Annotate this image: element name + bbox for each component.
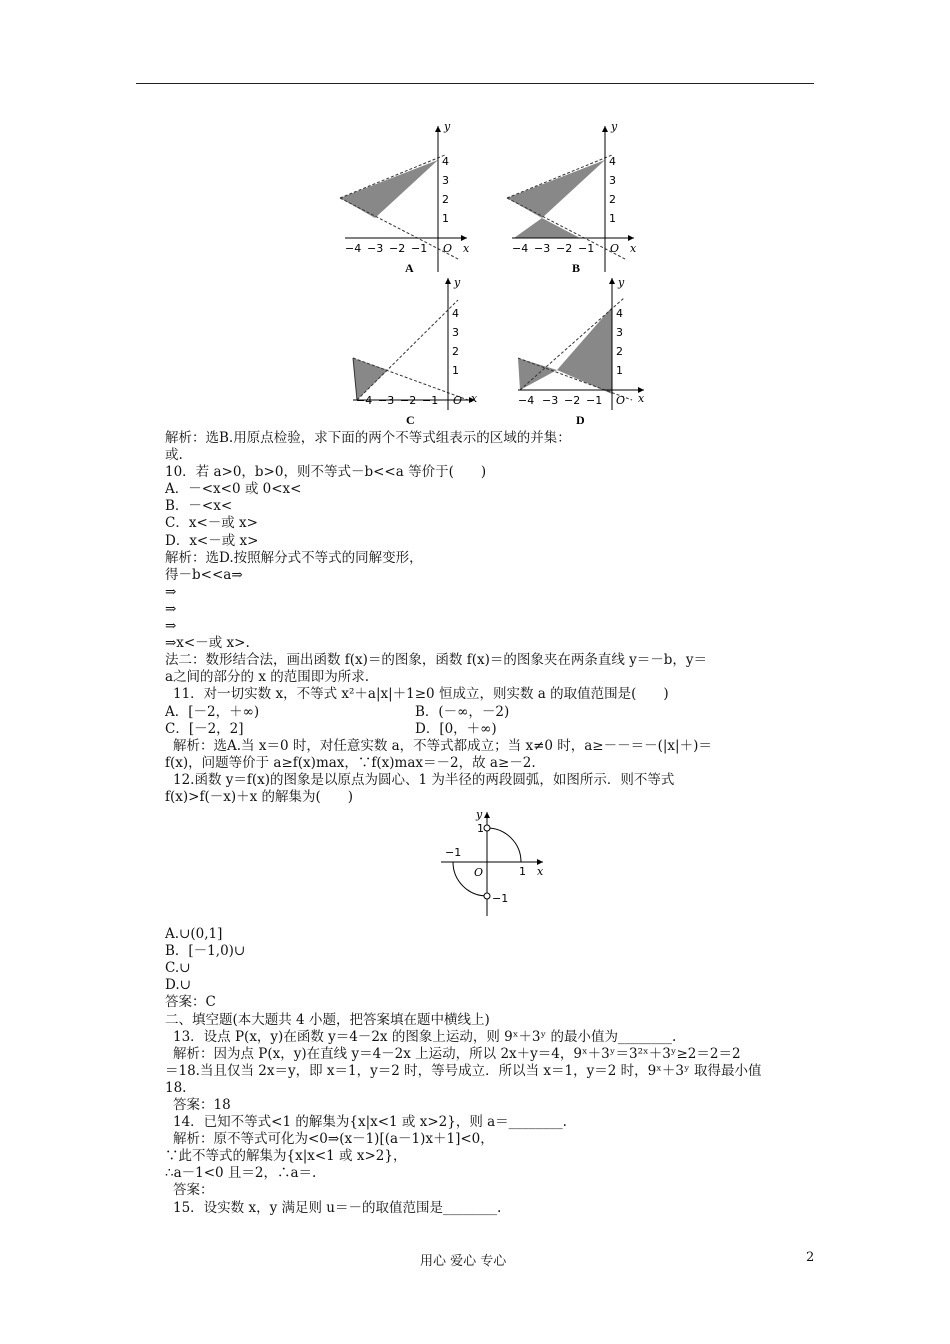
text-line: 13．设点 P(x，y)在函数 y＝4－2x 的图象上运动，则 9ˣ＋3ʸ 的最小值为________. [173,1028,677,1045]
text-line: 解析：选A.当 x＝0 时，对任意实数 a，不等式都成立；当 x≠0 时，a≥－－＝－(|x|＋)＝ [173,737,712,754]
text-line: 10．若 a>0，b>0，则不等式－b<<a 等价于( ) [165,464,487,481]
page-number: 2 [806,1250,815,1265]
x-tick: −4 [518,394,535,407]
text-line: B．[－1,0)∪ [165,943,246,960]
x-axis-label: x [471,392,478,405]
option-d: D．[0，＋∞) [415,720,497,737]
origin-label: O [453,394,463,407]
y-tick: 3 [452,326,459,339]
x-tick: −3 [378,394,395,407]
text-line: D.∪ [165,977,191,994]
option-a: A．[－2，＋∞) [165,703,260,720]
x-tick: −1 [422,394,439,407]
y-tick: 2 [616,345,623,358]
y-axis-label: y [444,120,451,133]
x-tick: −3 [534,242,551,255]
open-point [484,825,490,831]
y-tick: 1 [452,364,459,377]
text-line: 答案： [173,1182,214,1199]
text-line: C．x<－或 x> [165,515,258,532]
text-line: a之间的部分的 x 的范围即为所求. [165,669,370,686]
y-tick: 1 [609,212,616,225]
x-tick: −2 [556,242,573,255]
text-line: 11．对一切实数 x，不等式 x²＋a|x|＋1≥0 恒成立，则实数 a 的取值范围是( ) [173,686,669,703]
text-line: 或. [165,447,183,464]
header-rule [136,83,814,84]
x-tick: −3 [542,394,559,407]
text-line: B．－<x< [165,498,233,515]
y-tick: 3 [609,174,616,187]
figure-caption: C [406,413,415,427]
text-line: 得－b<<a⇒ [165,566,243,583]
shaded-region [340,160,438,218]
x-tick: −1 [411,242,428,255]
figure-d [512,272,652,432]
y-tick: 2 [442,193,449,206]
y-tick: 4 [609,155,616,168]
figure-caption: D [576,413,585,427]
shaded-region [514,218,580,238]
x-tick: 1 [519,865,526,879]
open-point [484,893,490,899]
option-row [165,721,815,738]
x-axis-label: x [630,242,637,255]
y-tick: −1 [492,892,509,906]
x-tick: −1 [586,394,603,407]
option-row [165,704,815,721]
y-tick: 4 [442,155,449,168]
footer-slogan: 用心 爱心 专心 [420,1254,507,1269]
figure-caption: B [572,261,581,275]
x-axis-label: x [638,392,645,405]
text-line: 15．设实数 x，y 满足则 u＝－的取值范围是________. [173,1199,502,1216]
text-line: ⇒x<－或 x>. [165,635,250,652]
text-line: 14．已知不等式<1 的解集为{x|x<1 或 x>2}，则 a＝________. [173,1114,567,1131]
text-line: 18. [165,1079,187,1096]
text-line: ⇒ [165,583,177,600]
text-line: f(x)>f(－x)＋x 的解集为( ) [165,788,354,805]
text-line: D．x<－或 x> [165,532,259,549]
x-tick: −4 [356,394,373,407]
option-b: B．(－∞，－2) [415,703,510,720]
y-axis-label: y [476,808,483,822]
x-tick: −2 [400,394,417,407]
shaded-region [507,160,605,218]
y-tick: 3 [442,174,449,187]
figure-c [343,272,483,432]
text-line: C.∪ [165,960,191,977]
y-tick: 2 [452,345,459,358]
y-axis-label: y [611,120,618,133]
y-tick: 1 [477,822,484,836]
x-tick: −1 [578,242,595,255]
x-axis-label: x [463,242,470,255]
figure-b [502,120,642,280]
y-tick: 4 [616,307,623,320]
origin-label: O [616,394,626,407]
text-line: 法二：数形结合法，画出函数 f(x)＝的图象，函数 f(x)＝的图象夹在两条直线 y＝－b，y＝ [165,652,708,669]
y-tick: 1 [442,212,449,225]
text-line: 答案：18 [173,1097,231,1113]
arc-figure [165,806,815,926]
text-line: ＝18.当且仅当 2x＝y，即 x＝1，y＝2 时，等号成立．所以当 x＝1，y＝2 时，9ˣ＋3ʸ 取得最小值 [165,1062,762,1079]
text-line: f(x)，问题等价于 a≥f(x)max，∵f(x)max＝－2，故 a≥－2. [165,754,536,771]
x-tick: −1 [445,846,462,860]
x-tick: −2 [389,242,406,255]
y-tick: 4 [452,307,459,320]
text-line: ⇒ [165,600,177,617]
y-tick: 2 [609,193,616,206]
y-tick: 1 [616,364,623,377]
text-line: 解析：因为点 P(x，y)在直线 y＝4－2x 上运动，所以 2x＋y＝4，9ˣ＋3ʸ＝3²ˣ＋3ʸ≥2＝2＝2 [173,1045,741,1062]
option-c: C．[－2，2] [165,720,244,737]
x-axis-label: x [537,865,544,879]
figure-caption: A [405,261,414,275]
text-line: A.∪(0,1] [165,926,223,943]
x-tick: −3 [367,242,384,255]
text-line: 解析：原不等式可化为<0⇒(x－1)[(a－1)x＋1]<0， [173,1131,494,1148]
origin-label: O [610,242,620,255]
text-line: 二、填空题(本大题共 4 小题，把答案填在题中横线上) [165,1011,490,1028]
text-line: ⇒ [165,618,177,635]
origin-label: O [443,242,453,255]
x-tick: −2 [564,394,581,407]
text-line: 12.函数 y＝f(x)的图象是以原点为圆心、1 为半径的两段圆弧，如图所示．则不等式 [173,771,675,788]
y-axis-label: y [618,276,625,289]
body-text [165,430,815,1217]
x-tick: −4 [512,242,529,255]
x-tick: −4 [345,242,362,255]
text-line: 解析：选D.按照解分式不等式的同解变形， [165,549,423,566]
text-line: A．－<x<0 或 0<x< [165,481,302,498]
y-tick: 3 [616,326,623,339]
text-line: ∵此不等式的解集为{x|x<1 或 x>2}， [165,1148,407,1165]
text-line: 解析：选B.用原点检验，求下面的两个不等式组表示的区域的并集： [165,430,571,446]
origin-label: O [474,866,484,880]
text-line: ∴a－1<0 且＝2，∴a＝. [165,1165,317,1182]
text-line: 答案：C [165,994,216,1011]
y-axis-label: y [454,276,461,289]
figure-a [335,120,475,280]
